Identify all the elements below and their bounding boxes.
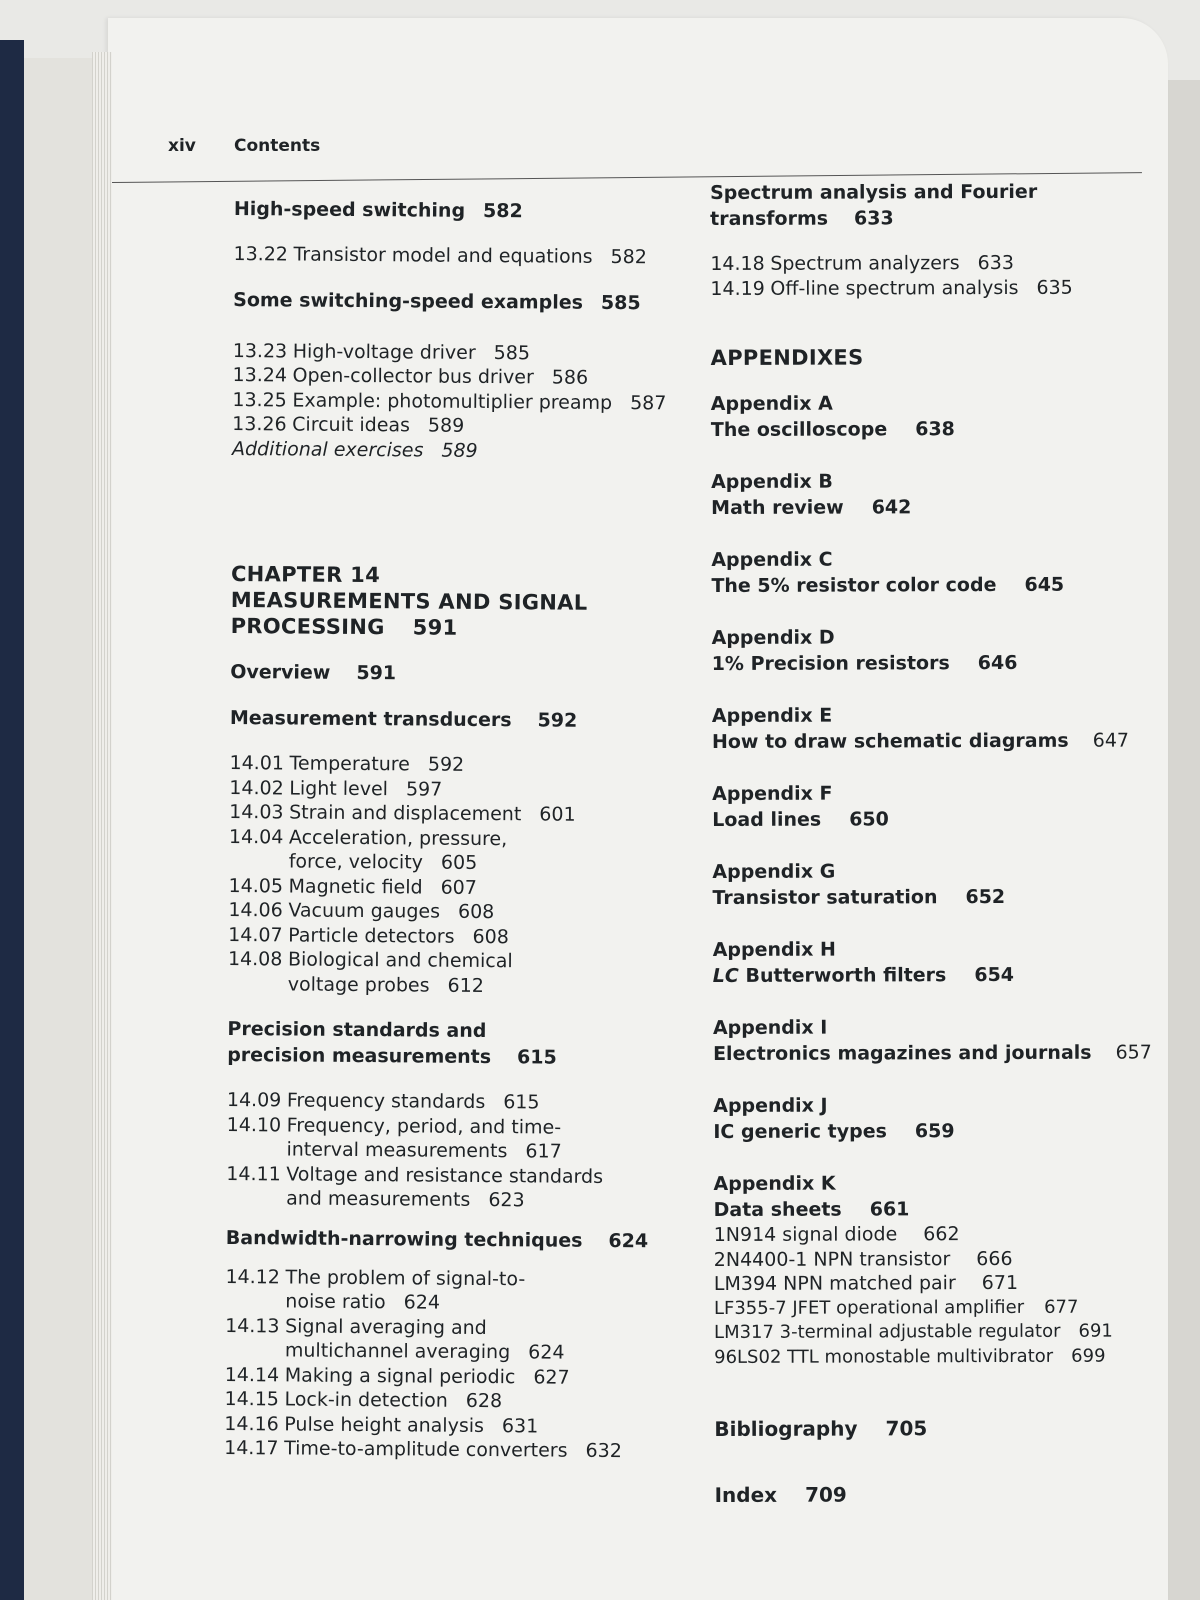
toc-entry: 14.09 Frequency standards 615 [226,1088,540,1114]
appendix-title: The oscilloscope 638 [710,418,955,441]
appendix-title: 1% Precision resistors 646 [711,651,1018,675]
section-heading: Measurement transducers 592 [229,706,578,732]
toc-entry: 14.12 The problem of signal-to-noise ratio 624 [225,1265,526,1314]
toc-entry: 14.18 Spectrum analyzers 633 [710,251,1014,275]
appendix-label: Appendix G [712,860,836,883]
toc-entry: 14.08 Biological and chemical voltage probes 612 [227,947,513,997]
toc-entry: 14.05 Magnetic field 607 [228,874,477,899]
appendix-title: The 5% resistor color code 645 [711,573,1065,597]
appendix-label: Appendix A [710,392,833,415]
chapter-title: MEASUREMENTS AND SIGNAL [230,587,588,615]
data-sheet-entry: 2N4400-1 NPN transistor 666 [713,1247,1013,1271]
data-sheet-entry: 1N914 signal diode 662 [713,1223,960,1246]
chapter-label: CHAPTER 14 [230,561,381,588]
bibliography-heading: Bibliography 705 [714,1416,928,1441]
appendix-label: Appendix I [712,1016,828,1039]
toc-entry: 14.19 Off-line spectrum analysis 635 [710,276,1073,300]
toc-entry: 14.10 Frequency, period, and time-interval measurements 617 [226,1113,562,1163]
section-heading: Bandwidth-narrowing techniques 624 [225,1226,649,1252]
appendix-title: Load lines 650 [712,808,889,831]
toc-entry: 14.01 Temperature 592 [229,751,465,776]
data-sheet-entry: LF355-7 JFET operational amplifier 677 [713,1296,1079,1319]
section-heading: High-speed switching 582 [233,197,523,223]
contents-left-column [224,196,674,1464]
data-sheet-entry: 96LS02 TTL monostable multivibrator 699 [714,1345,1106,1368]
appendix-title: Data sheets 661 [713,1198,910,1221]
toc-entry: 14.14 Making a signal periodic 627 [224,1363,570,1389]
toc-entry: 14.16 Pulse height analysis 631 [224,1412,539,1437]
toc-entry: 14.17 Time-to-amplitude converters 632 [224,1436,622,1463]
chapter-title-cont: PROCESSING 591 [230,613,458,640]
toc-entry: 13.22 Transistor model and equations 582 [233,242,647,269]
toc-entry: 14.06 Vacuum gauges 608 [228,898,495,924]
toc-entry: 14.02 Light level 597 [229,776,443,801]
toc-entry: 14.13 Signal averaging and multichannel averaging 624 [225,1314,565,1364]
book-cover-edge [0,40,24,1600]
appendix-title: Math review 642 [711,496,912,519]
appendix-label: Appendix D [711,626,835,649]
appendix-label: Appendix H [712,938,836,961]
appendix-title: How to draw schematic diagrams 647 [711,729,1130,753]
running-head: Contents [234,136,321,156]
section-heading: Overview 591 [230,660,397,685]
page-folio: xiv [168,136,196,156]
toc-entry: 13.24 Open-collector bus driver 586 [232,363,589,389]
data-sheet-entry: LM394 NPN matched pair 671 [713,1271,1019,1295]
appendix-label: Appendix B [711,470,833,493]
appendix-label: Appendix F [712,782,833,805]
toc-entry: 14.04 Acceleration, pressure, force, velocity 605 [228,825,508,874]
toc-entry: 14.03 Strain and displacement 601 [229,800,576,826]
appendixes-heading: APPENDIXES [710,345,864,370]
appendix-label: Appendix J [713,1094,828,1117]
appendix-title: IC generic types 659 [713,1120,955,1143]
contents-right-column [710,178,1152,1507]
appendix-title: LC Butterworth filters 654 [712,963,1015,987]
section-heading: Spectrum analysis and Fourier transforms 633 [710,180,1038,230]
toc-entry: 13.26 Circuit ideas 589 [232,412,465,437]
appendix-title: Transistor saturation 652 [712,885,1006,909]
appendix-label: Appendix C [711,548,833,571]
toc-entry: 14.11 Voltage and resistance standards and measurements 623 [226,1162,604,1212]
appendix-label: Appendix K [713,1172,836,1195]
book-endpaper [24,58,102,1600]
section-heading: Precision standards and precision measurements 615 [227,1017,557,1069]
data-sheet-entry: LM317 3-terminal adjustable regulator 691 [713,1320,1113,1343]
appendix-label: Appendix E [711,704,833,727]
section-heading: Some switching-speed examples 585 [233,288,641,314]
toc-entry: 14.15 Lock-in detection 628 [224,1387,503,1413]
toc-entry: 14.07 Particle detectors 608 [228,923,509,948]
toc-entry: 13.25 Example: photomultiplier preamp 587 [232,388,667,414]
toc-entry: 13.23 High-voltage driver 585 [232,339,531,364]
toc-entry-additional-exercises: Additional exercises 589 [231,437,478,462]
page-edges [92,52,112,1600]
index-heading: Index 709 [714,1482,847,1507]
appendix-title: Electronics magazines and journals 657 [713,1041,1152,1065]
